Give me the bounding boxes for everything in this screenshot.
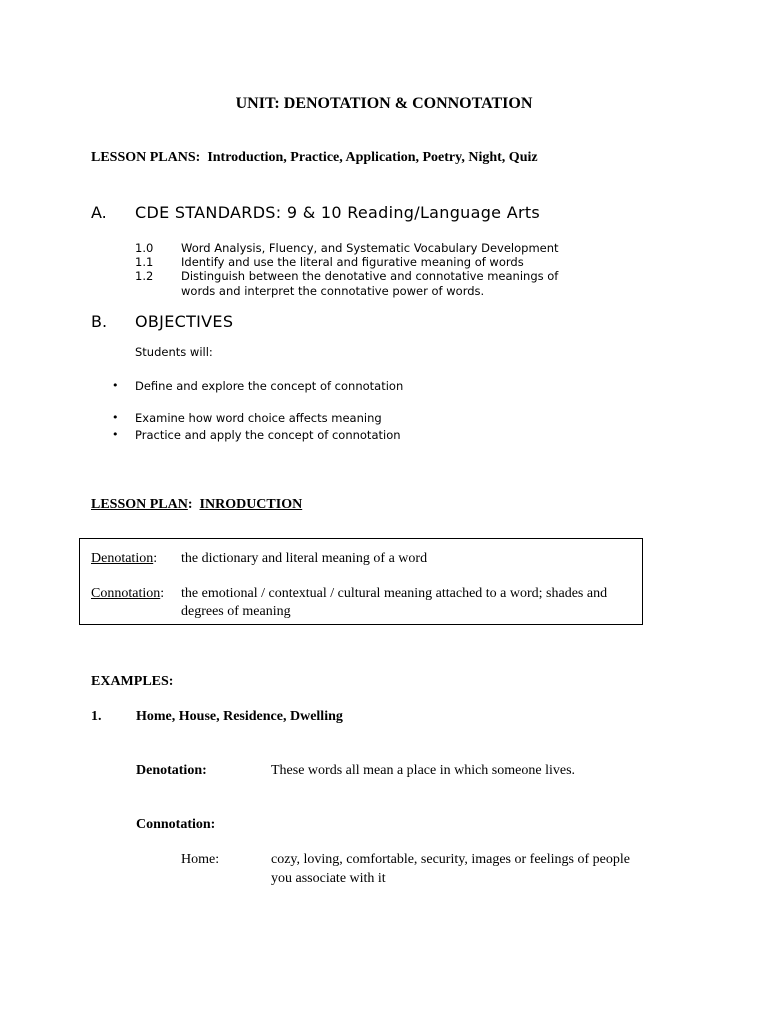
objective-item: Define and explore the concept of connotation [135, 379, 404, 393]
standard-text: Identify and use the literal and figurative meaning of words [181, 255, 524, 269]
section-a-letter: A. [91, 203, 107, 222]
bullet-icon: • [112, 411, 119, 424]
examples-heading: EXAMPLES: [91, 674, 174, 689]
standard-number: 1.0 [135, 241, 154, 255]
home-connotation: cozy, loving, comfortable, security, images or feelings of people [271, 852, 630, 867]
bullet-icon: • [112, 379, 119, 392]
example-number: 1. [91, 709, 102, 724]
denotation-term: Denotation: [91, 551, 158, 566]
objective-item: Examine how word choice affects meaning [135, 411, 382, 425]
lesson-plan-colon: : [187, 497, 193, 512]
lesson-plans-line [91, 150, 538, 166]
section-b-title: OBJECTIVES [135, 312, 234, 331]
example-connotation-label: Connotation: [136, 817, 216, 832]
connotation-definition: the emotional / contextual / cultural meaning attached to a word; shades and [181, 586, 608, 601]
connotation-term: Connotation: [91, 586, 165, 601]
lesson-plan-label: LESSON PLAN [91, 497, 188, 512]
section-a-title: CDE STANDARDS: 9 & 10 Reading/Language Arts [135, 203, 541, 222]
section-b-letter: B. [91, 312, 108, 331]
standard-number: 1.2 [135, 269, 154, 283]
objectives-intro: Students will: [135, 345, 213, 359]
connotation-definition-continued: degrees of meaning [181, 604, 291, 619]
example-denotation-label: Denotation: [136, 763, 207, 778]
example-denotation-text: These words all mean a place in which someone lives. [271, 763, 576, 778]
lesson-plan-heading [91, 497, 302, 513]
lesson-plans-label: LESSON PLANS: [91, 150, 201, 165]
standard-number: 1.1 [135, 255, 154, 269]
lesson-plans-value: Introduction, Practice, Application, Poetry, Night, Quiz [207, 150, 538, 165]
home-label: Home: [181, 852, 220, 867]
bullet-icon: • [112, 428, 119, 441]
lesson-plan-value: INRODUCTION [199, 497, 303, 512]
page-title: UNIT: DENOTATION & CONNOTATION [235, 95, 533, 112]
objective-item: Practice and apply the concept of connotation [135, 428, 401, 442]
example-words: Home, House, Residence, Dwelling [136, 709, 343, 724]
standard-text: Word Analysis, Fluency, and Systematic Vocabulary Development [181, 241, 559, 255]
home-connotation-continued: you associate with it [271, 871, 386, 886]
denotation-definition: the dictionary and literal meaning of a word [181, 551, 428, 566]
standard-text: Distinguish between the denotative and connotative meanings of [181, 269, 559, 283]
standard-text-continued: words and interpret the connotative power of words. [181, 284, 485, 298]
